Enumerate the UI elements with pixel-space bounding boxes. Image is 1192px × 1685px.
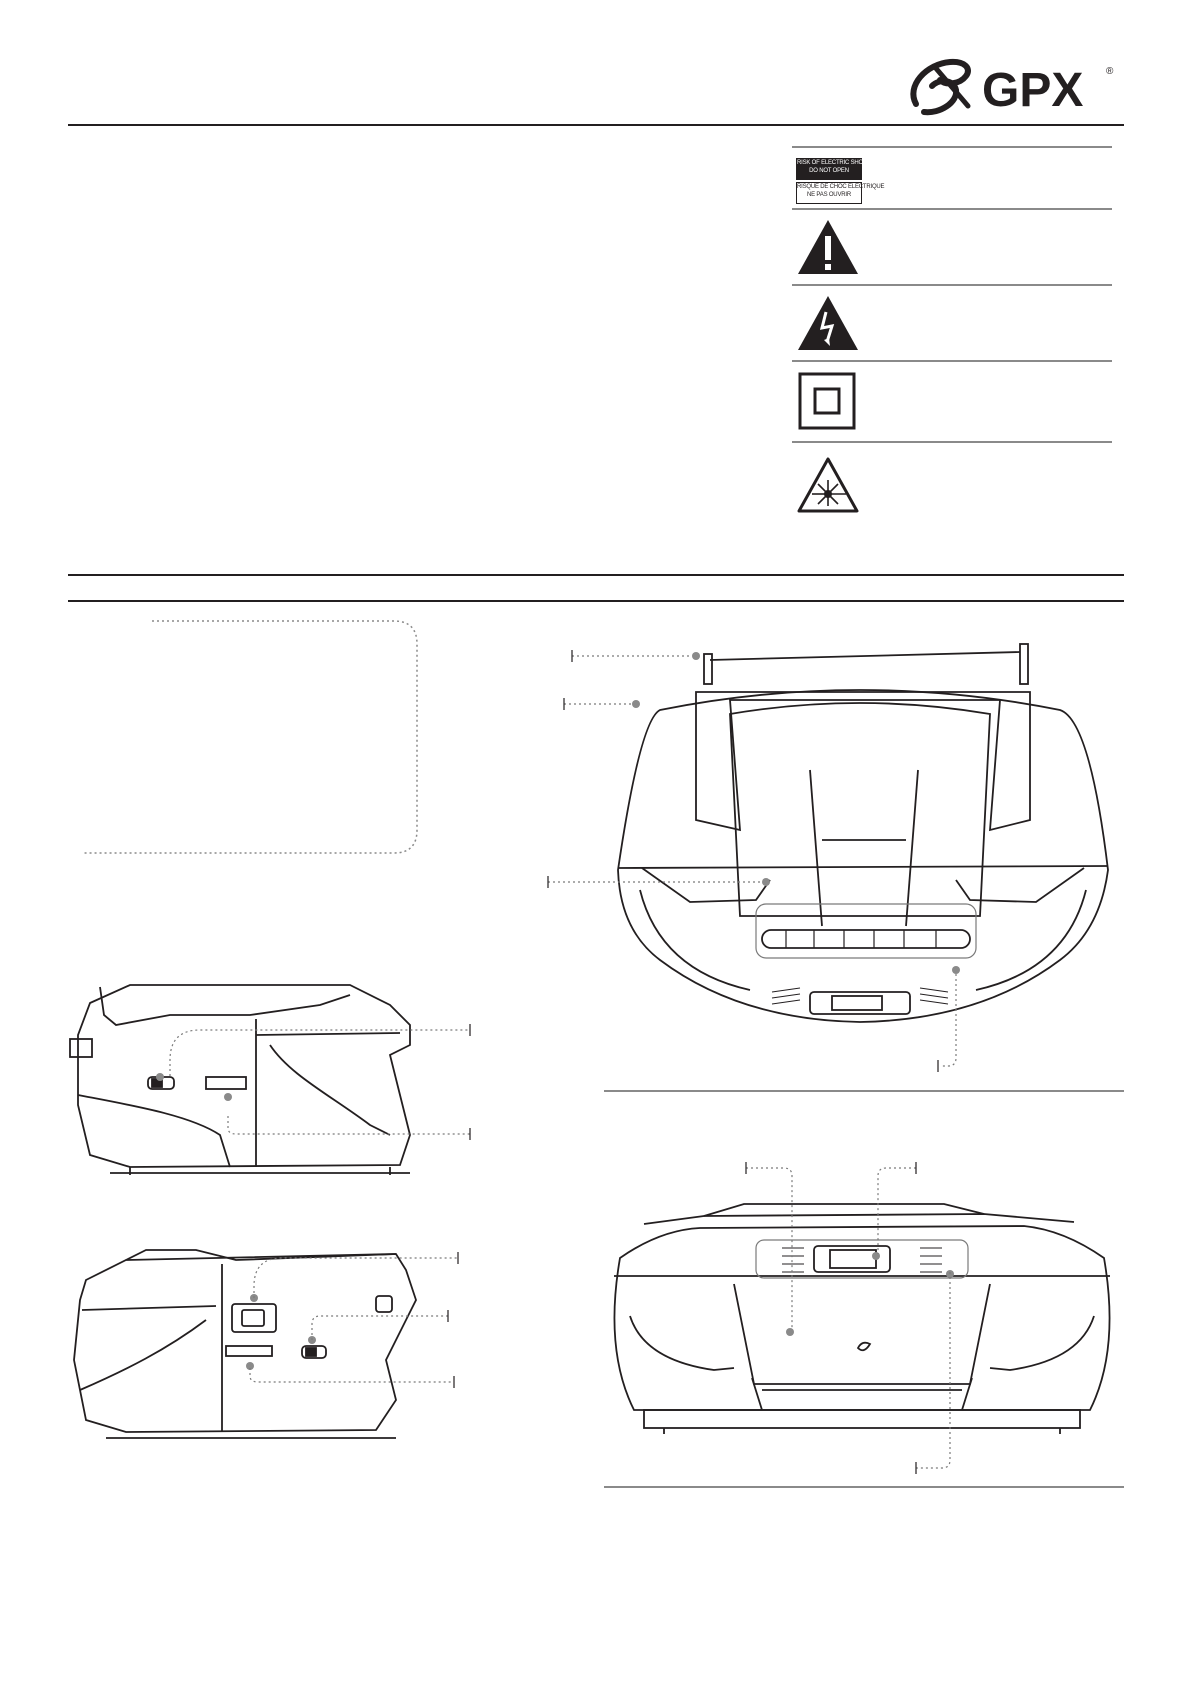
warning-label-line: NE PAS OUVRIR (807, 192, 851, 198)
symbol-divider (792, 208, 1112, 210)
safety-symbols-panel (792, 146, 1112, 541)
warning-label-sticker (796, 158, 871, 180)
figure-divider (604, 1090, 1124, 1092)
symbol-divider (792, 360, 1112, 362)
gpx-logo-mark-icon (906, 56, 1120, 120)
lightning-triangle-icon (796, 294, 860, 352)
warning-label-line: RISQUE DE CHOC ELECTRIQUE (797, 184, 885, 190)
symbol-divider (792, 284, 1112, 286)
exclamation-triangle-icon (796, 218, 860, 276)
front-view-callouts (740, 1160, 960, 1480)
side-view-left-callouts (160, 1020, 480, 1140)
double-insulation-square-icon (798, 372, 856, 430)
section-rule (68, 574, 1124, 576)
warning-label-line: DO NOT OPEN (809, 168, 849, 174)
registered-mark: ® (1106, 66, 1114, 77)
gpx-logo-text: GPX (982, 64, 1084, 117)
gpx-logo (906, 56, 1120, 120)
dotted-info-box (84, 620, 418, 854)
warning-label-line: RISK OF ELECTRIC SHOCK (797, 160, 871, 166)
symbol-divider (792, 146, 1112, 148)
top-view-callouts (540, 648, 1000, 1078)
laser-radiation-icon (796, 456, 860, 514)
header-rule (68, 124, 1124, 126)
warning-label-sticker-fr (796, 182, 885, 204)
symbol-divider (792, 441, 1112, 443)
figure-divider (604, 1486, 1124, 1488)
section-rule (68, 600, 1124, 602)
side-view-right-callouts (248, 1250, 468, 1390)
